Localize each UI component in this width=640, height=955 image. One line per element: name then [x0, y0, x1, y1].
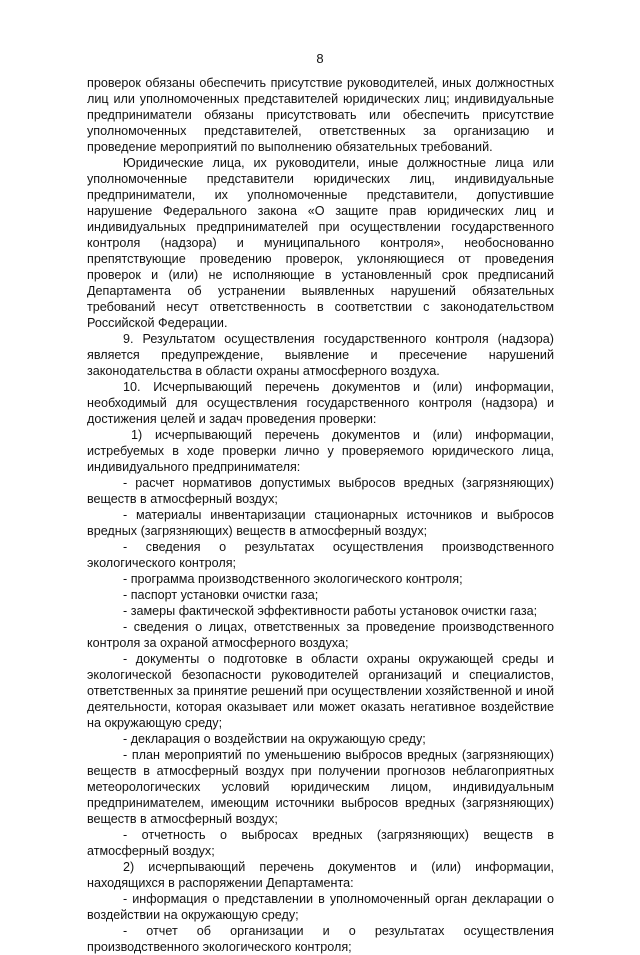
paragraph-2: Юридические лица, их руководители, иные должностные лица или уполномоченные представители юридических лиц, индивидуальные предприниматели, их уполномоченные представители, допустившие нарушение Федерального закона «О защите прав юридических лиц и индивидуальных предпринимателей при осуществлении государственного контроля (надзора) и муниципального контроля», необоснованно препятствующие проведению проверок, уклоняющиеся от проведения проверок и (или) не исполняющие в установленный срок предписаний Департамента об устранении выявленных нарушений обязательных требований несут ответственность в соответствии с законодательством Российской Федерации.	[87, 156, 554, 330]
list-item-9: - декларация о воздействии на окружающую среду;	[123, 732, 426, 746]
list-item-6: - замеры фактической эффективности работы установок очистки газа;	[123, 604, 538, 618]
list-item-11: - отчетность о выбросах вредных (загрязняющих) веществ в атмосферный воздух;	[87, 828, 554, 858]
list-item-3: - сведения о результатах осуществления производственного экологического контроля;	[87, 540, 554, 570]
list-item-13: - отчет об организации и о результатах осуществления производственного экологического контроля;	[87, 924, 554, 954]
list-item-7: - сведения о лицах, ответственных за проведение производственного контроля за охраной атмосферного воздуха;	[87, 620, 554, 650]
list-item-12: - информация о представлении в уполномоченный орган декларации о воздействии на окружающую среду;	[87, 892, 554, 922]
list-item-1: - расчет нормативов допустимых выбросов вредных (загрязняющих) веществ в атмосферный воздух;	[87, 476, 554, 506]
list-item-5: - паспорт установки очистки газа;	[123, 588, 319, 602]
paragraph-6: 2) исчерпывающий перечень документов и (или) информации, находящихся в распоряжении Департамента:	[87, 860, 554, 890]
list-item-10: - план мероприятий по уменьшению выбросов вредных (загрязняющих) веществ в атмосферный воздух при получении прогнозов неблагоприятных метеорологических условий юридическим лицом, индивидуальным предпринимателем, имеющим источники выбросов вредных (загрязняющих) веществ в атмосферный воздух;	[87, 748, 554, 826]
list-item-4: - программа производственного экологического контроля;	[123, 572, 463, 586]
paragraph-4: 10. Исчерпывающий перечень документов и (или) информации, необходимый для осуществления государственного контроля (надзора) и достижения целей и задач проведения проверки:	[87, 380, 554, 426]
document-body	[87, 75, 554, 955]
list-item-8: - документы о подготовке в области охраны окружающей среды и экологической безопасности руководителей организаций и специалистов, ответственных за принятие решений при осуществлении хозяйственной и иной деятельности, которая оказывает или может оказать негативное воздействие на окружающую среду;	[87, 652, 554, 730]
paragraph-3: 9. Результатом осуществления государственного контроля (надзора) является предупреждение, выявление и пресечение нарушений законодательства в области охраны атмосферного воздуха.	[87, 332, 554, 378]
paragraph-1: проверок обязаны обеспечить присутствие руководителей, иных должностных лиц или уполномоченных представителей юридических лиц; индивидуальные предприниматели обязаны присутствовать или обеспечить присутствие уполномоченных представителей, ответственных за организацию и проведение мероприятий по выполнению обязательных требований.	[87, 76, 554, 154]
list-item-2: - материалы инвентаризации стационарных источников и выбросов вредных (загрязняющих) веществ в атмосферный воздух;	[87, 508, 554, 538]
paragraph-5: 1) исчерпывающий перечень документов и (или) информации, истребуемых в ходе проверки лично у проверяемого юридического лица, индивидуального предпринимателя:	[87, 428, 554, 474]
page-number: 8	[316, 51, 324, 66]
